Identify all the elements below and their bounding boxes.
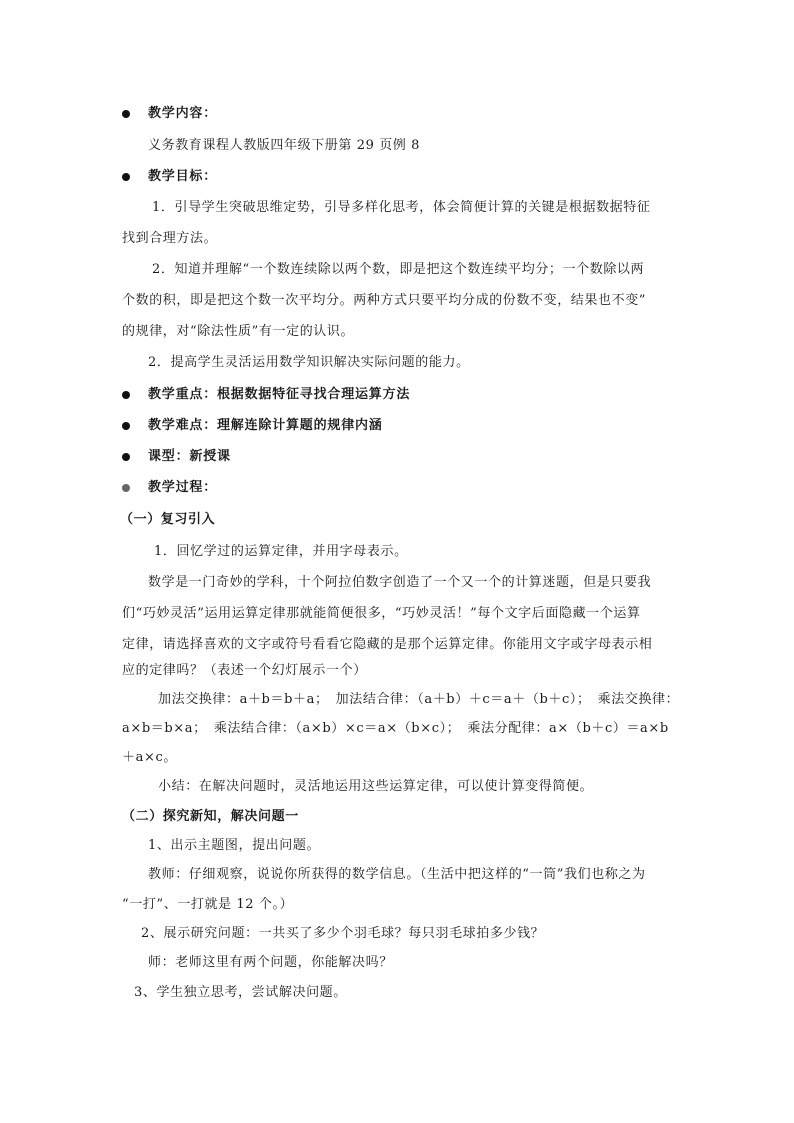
goal2-line2: 个数的积，即是把这个数一次平均分。两种方式只要平均分成的份数不变，结果也不变”: [122, 293, 647, 308]
part1-summary: 小结：在解决问题时，灵活地运用这些运算定律，可以使计算变得简便。: [158, 779, 594, 794]
part2-step2: 2、展示研究问题：一共买了多少个羽毛球？每只羽毛球拍多少钱？: [141, 926, 545, 941]
part2-step1: 1、出示主题图，提出问题。: [148, 838, 321, 853]
part2-teacher-line1: 教师：仔细观察，说说你所获得的数学信息。（生活中把这样的“一筒”我们也称之为: [148, 867, 646, 882]
part2-step3: 3、学生独立思考，尝试解决问题。: [134, 985, 347, 1000]
bullet-icon: [122, 110, 130, 118]
lesson-type: 课型：新授课: [148, 449, 231, 464]
part1-para-line1: 数学是一门奇妙的学科，十个阿拉伯数字创造了一个又一个的计算迷题，但是只要我: [148, 575, 652, 590]
bullet-icon: [122, 453, 130, 461]
part1-step1: 1．回忆学过的运算定律，并用字母表示。: [154, 544, 408, 559]
content-heading: 教学内容：: [148, 106, 218, 121]
key-point: 教学重点：根据数据特征寻找合理运算方法: [148, 387, 411, 402]
laws-line2: a×b＝b×a； 乘法结合律：（a×b）×c＝a×（b×c）； 乘法分配律：a×（b＋c）＝a×b: [122, 721, 669, 736]
goal3: 2．提高学生灵活运用数学知识解决实际问题的能力。: [148, 355, 470, 370]
laws-line1: 加法交换律：a＋b＝b＋a； 加法结合律：（a＋b）＋c＝a＋（b＋c）； 乘法交换律：: [158, 692, 680, 707]
process-heading: 教学过程：: [148, 480, 218, 495]
bullet-icon: [122, 391, 130, 399]
goals-heading: 教学目标：: [148, 169, 218, 184]
goal1-line1: 1．引导学生突破思维定势，引导多样化思考，体会简便计算的关键是根据数据特征: [152, 200, 651, 215]
part1-para-line4: 应的定律吗？（表述一个幻灯展示一个）: [122, 663, 367, 678]
content-text: 义务教育课程人教版四年级下册第 29 页例 8: [148, 138, 421, 153]
goal2-line3: 的规律，对“除法性质”有一定的认识。: [122, 324, 355, 339]
part2-teacher2: 师：老师这里有两个问题，你能解决吗？: [148, 955, 393, 970]
laws-line3: ＋a×c。: [122, 750, 177, 765]
part1-heading: （一）复习引入: [120, 512, 216, 527]
goal1-line2: 找到合理方法。: [122, 231, 218, 246]
part1-para-line2: 们“巧妙灵活”运用运算定律那就能简便很多，“巧妙灵活！”每个文字后面隐藏一个运算: [122, 606, 641, 621]
part1-para-line3: 定律，请选择喜欢的文字或符号看看它隐藏的是那个运算定律。你能用文字或字母表示相: [122, 637, 653, 652]
part2-teacher-line2: “一打”、一打就是 12 个。）: [122, 897, 294, 912]
bullet-icon: [122, 484, 130, 492]
bullet-icon: [122, 422, 130, 430]
goal2-line1: 2．知道并理解“一个数连续除以两个数，即是把这个数连续平均分；一个数除以两: [152, 262, 645, 277]
difficulty: 教学难点：理解连除计算题的规律内涵: [148, 418, 383, 433]
bullet-icon: [122, 173, 130, 181]
part2-heading: （二）探究新知，解决问题一: [122, 809, 299, 824]
